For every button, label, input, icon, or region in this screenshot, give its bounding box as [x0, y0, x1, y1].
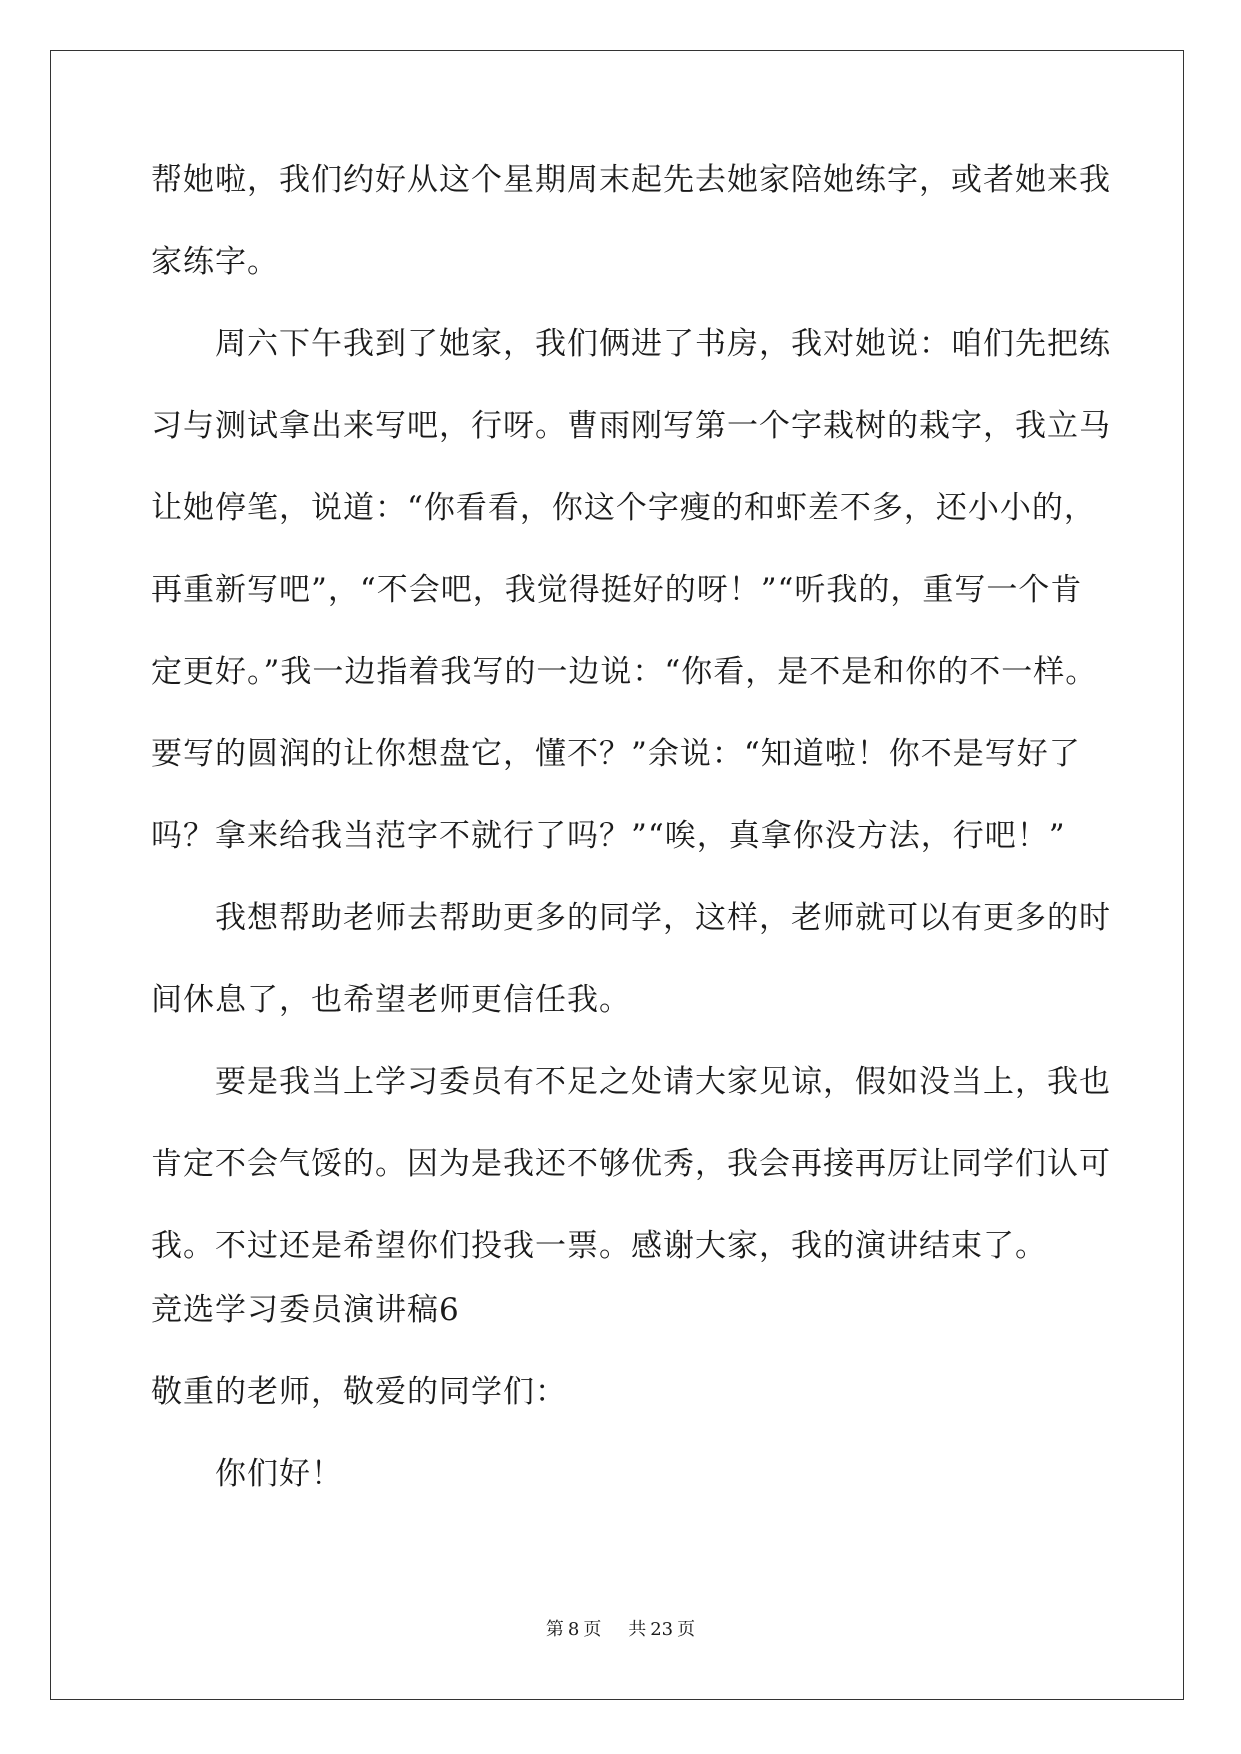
paragraph-line: 要写的圆润的让你想盘它，懂不？”余说：“知道啦！你不是写好了 — [151, 736, 1081, 772]
paragraph-line: 习与测试拿出来写吧，行呀。曹雨刚写第一个字栽树的栽字，我立马 — [151, 408, 1111, 444]
page-number: 8 — [567, 1619, 580, 1640]
greeting: 你们好！ — [215, 1456, 343, 1492]
document-body — [151, 160, 1111, 1536]
total-pages: 23 — [650, 1619, 674, 1640]
section-heading: 竞选学习委员演讲稿6 — [151, 1292, 460, 1328]
page-suffix: 页 — [583, 1619, 602, 1640]
paragraph-line: 周六下午我到了她家，我们俩进了书房，我对她说：咱们先把练 — [215, 326, 1111, 362]
total-prefix: 共 — [628, 1619, 647, 1640]
page-footer — [0, 1615, 1241, 1641]
paragraph-line: 我想帮助老师去帮助更多的同学，这样，老师就可以有更多的时 — [215, 900, 1111, 936]
paragraph-line: 要是我当上学习委员有不足之处请大家见谅，假如没当上，我也 — [215, 1064, 1111, 1100]
paragraph-line: 定更好。”我一边指着我写的一边说：“你看，是不是和你的不一样。 — [151, 654, 1098, 690]
paragraph-line: 让她停笔，说道：“你看看，你这个字瘦的和虾差不多，还小小的， — [151, 490, 1096, 526]
paragraph-line: 再重新写吧”，“不会吧，我觉得挺好的呀！”“听我的，重写一个肯 — [151, 572, 1083, 608]
page-prefix: 第 — [545, 1619, 564, 1640]
paragraph-line: 间休息了，也希望老师更信任我。 — [151, 982, 631, 1018]
paragraph-line: 我。不过还是希望你们投我一票。感谢大家，我的演讲结束了。 — [151, 1228, 1047, 1264]
salutation: 敬重的老师，敬爱的同学们： — [151, 1374, 567, 1410]
paragraph-line: 帮她啦，我们约好从这个星期周末起先去她家陪她练字，或者她来我 — [151, 162, 1111, 198]
paragraph-line: 肯定不会气馁的。因为是我还不够优秀，我会再接再厉让同学们认可 — [151, 1146, 1111, 1182]
paragraph-line: 吗？拿来给我当范字不就行了吗？”“唉，真拿你没方法，行吧！” — [151, 818, 1066, 854]
total-suffix: 页 — [677, 1619, 696, 1640]
paragraph-line: 家练字。 — [151, 244, 279, 280]
